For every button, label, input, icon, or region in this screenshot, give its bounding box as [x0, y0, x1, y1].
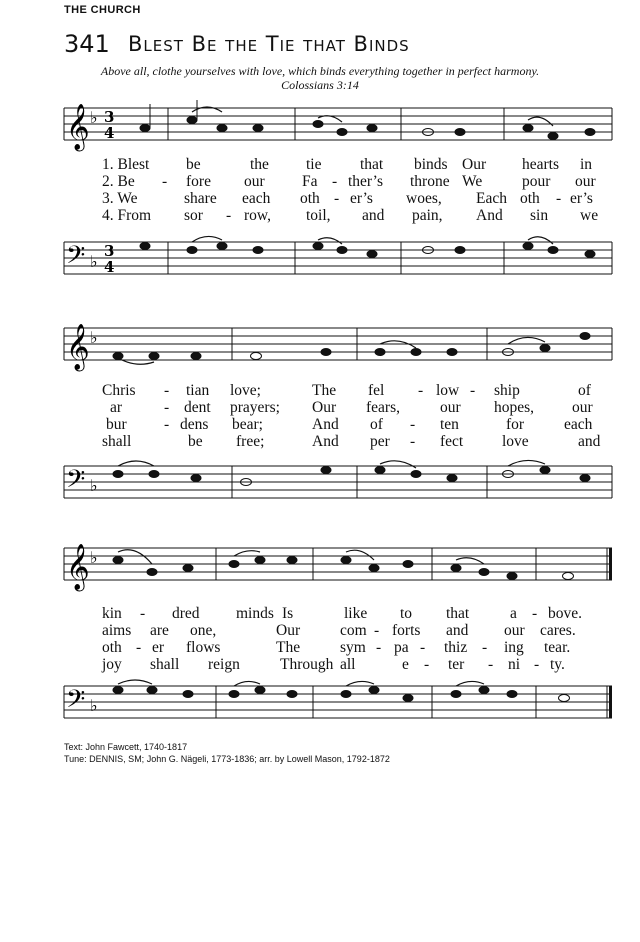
flat-key-signature-icon: ♭: [90, 328, 98, 347]
lyric-syllable: -: [534, 656, 540, 673]
treble-clef-icon: 𝄞: [66, 544, 90, 590]
lyric-syllable: -: [164, 399, 170, 416]
lyric-line-verse-1: [0, 382, 640, 399]
lyric-syllable: ing: [504, 639, 524, 656]
lyric-syllable: sym: [340, 639, 366, 656]
lyric-syllable: free;: [236, 433, 265, 450]
lyric-syllable: er’s: [350, 190, 373, 207]
text-credit: Text: John Fawcett, 1740-1817: [64, 742, 188, 752]
lyric-syllable: ty.: [550, 656, 565, 673]
lyric-syllable: -: [482, 639, 488, 656]
lyric-syllable: -: [226, 207, 232, 224]
lyric-line-verse-3: [0, 639, 640, 656]
treble-staff-system-2: [0, 318, 640, 368]
lyric-line-verse-1: [0, 156, 640, 173]
lyric-syllable: bove.: [548, 605, 583, 622]
lyric-syllable: oth: [300, 190, 320, 207]
lyric-syllable: er: [152, 639, 165, 656]
lyric-syllable: fect: [440, 433, 464, 450]
lyric-syllable: and: [446, 622, 469, 639]
lyric-syllable: reign: [208, 656, 240, 673]
lyric-syllable: -: [332, 173, 338, 190]
lyric-line-verse-4: [0, 656, 640, 673]
lyric-syllable: Our: [276, 622, 301, 639]
lyric-syllable: love: [502, 433, 529, 450]
lyric-syllable: And: [476, 207, 503, 224]
svg-text:3: 3: [104, 108, 115, 126]
lyric-syllable: one,: [190, 622, 217, 639]
lyric-syllable: We: [462, 173, 483, 190]
hymn-title: Blest Be the Tie that Binds: [128, 32, 410, 56]
hymn-number: 341: [64, 30, 110, 58]
lyric-syllable: -: [376, 639, 382, 656]
lyric-syllable: -: [532, 605, 538, 622]
lyric-syllable: dred: [172, 605, 200, 622]
scripture-citation: Colossians 3:14: [281, 78, 359, 92]
lyric-syllable: woes,: [406, 190, 442, 207]
lyric-syllable: bear;: [232, 416, 263, 433]
lyric-line-verse-3: [0, 190, 640, 207]
lyric-syllable: pain,: [412, 207, 443, 224]
treble-staff-system-1: [0, 98, 640, 148]
lyric-syllable: binds: [414, 156, 448, 173]
lyric-syllable: cares.: [540, 622, 576, 639]
lyric-line-verse-1: [0, 605, 640, 622]
melody-notes: [140, 100, 595, 140]
lyric-syllable: Fa: [302, 173, 318, 190]
lyric-syllable: e: [402, 656, 409, 673]
lyric-syllable: tie: [306, 156, 322, 173]
bass-clef-icon: 𝄢: [66, 241, 86, 276]
lyric-syllable: like: [344, 605, 368, 622]
lyric-syllable: our: [504, 622, 525, 639]
lyric-line-verse-4: [0, 433, 640, 450]
lyric-syllable: throne: [410, 173, 450, 190]
lyric-syllable: -: [164, 416, 170, 433]
lyric-syllable: sor: [184, 207, 203, 224]
lyric-syllable: the: [250, 156, 269, 173]
lyric-syllable: fears,: [366, 399, 400, 416]
lyric-line-verse-4: [0, 207, 640, 224]
lyric-syllable: Chris: [102, 382, 136, 399]
melody-notes: [113, 557, 574, 580]
lyric-syllable: row,: [244, 207, 271, 224]
bass-clef-icon: 𝄢: [66, 685, 86, 720]
lyric-syllable: pa: [394, 639, 409, 656]
lyric-syllable: -: [420, 639, 426, 656]
lyric-syllable: all: [340, 656, 356, 673]
lyric-syllable: in: [580, 156, 593, 173]
lyric-syllable: tian: [186, 382, 210, 399]
bass-staff-system-3: [0, 676, 640, 726]
lyric-syllable: be: [186, 156, 201, 173]
lyric-syllable: are: [150, 622, 169, 639]
lyric-syllable: -: [140, 605, 146, 622]
lyrics-system-3: [0, 605, 640, 673]
lyric-syllable: we: [580, 207, 599, 224]
bass-staff-system-1: [0, 232, 640, 282]
svg-text:3: 3: [104, 242, 115, 260]
lyric-syllable: ther’s: [348, 173, 384, 190]
lyric-syllable: And: [312, 416, 339, 433]
final-barline: [609, 686, 612, 718]
lyric-syllable: each: [242, 190, 271, 207]
section-label: THE CHURCH: [64, 4, 141, 16]
treble-staff-system-3: [0, 538, 640, 588]
lyric-syllable: Each: [476, 190, 507, 207]
lyric-syllable: -: [470, 382, 476, 399]
final-barline: [609, 548, 612, 580]
lyric-syllable: fel: [368, 382, 385, 399]
lyric-syllable: each: [564, 416, 593, 433]
bass-clef-icon: 𝄢: [66, 465, 86, 500]
lyric-line-verse-2: [0, 399, 640, 416]
lyric-line-verse-3: [0, 416, 640, 433]
lyric-syllable: of: [370, 416, 383, 433]
lyric-syllable: love;: [230, 382, 261, 399]
lyric-syllable: kin: [102, 605, 122, 622]
lyric-syllable: -: [162, 173, 168, 190]
credits: [64, 741, 390, 765]
lyric-syllable: -: [410, 416, 416, 433]
lyric-syllable: com: [340, 622, 367, 639]
lyrics-system-2: [0, 382, 640, 450]
treble-clef-icon: 𝄞: [66, 324, 90, 370]
lyric-syllable: -: [418, 382, 424, 399]
lyric-syllable: ship: [494, 382, 520, 399]
lyric-syllable: be: [188, 433, 203, 450]
lyric-syllable: pour: [522, 173, 551, 190]
svg-text:4: 4: [104, 258, 115, 276]
lyric-syllable: to: [400, 605, 413, 622]
lyric-syllable: hopes,: [494, 399, 535, 416]
melody-notes: [113, 333, 590, 360]
bass-notes: [113, 467, 590, 486]
lyric-syllable: of: [578, 382, 591, 399]
lyric-syllable: shall: [102, 433, 132, 450]
lyric-syllable: And: [312, 433, 339, 450]
lyric-syllable: that: [360, 156, 384, 173]
lyric-line-verse-2: [0, 173, 640, 190]
lyric-syllable: -: [136, 639, 142, 656]
lyric-syllable: forts: [392, 622, 421, 639]
lyric-syllable: -: [164, 382, 170, 399]
lyric-syllable: -: [374, 622, 380, 639]
flat-key-signature-icon: ♭: [90, 696, 98, 715]
lyric-syllable: 2. Be: [102, 173, 135, 190]
lyric-syllable: 4. From: [102, 207, 152, 224]
lyric-syllable: The: [276, 639, 301, 656]
treble-clef-icon: 𝄞: [66, 104, 90, 150]
lyric-syllable: per: [370, 433, 390, 450]
lyric-syllable: and: [362, 207, 385, 224]
lyric-syllable: The: [312, 382, 337, 399]
lyric-syllable: aims: [102, 622, 132, 639]
lyric-syllable: Is: [282, 605, 294, 622]
lyric-syllable: 3. We: [102, 190, 138, 207]
lyric-syllable: sin: [530, 207, 549, 224]
lyric-syllable: -: [410, 433, 416, 450]
flat-key-signature-icon: ♭: [90, 252, 98, 271]
lyric-syllable: -: [424, 656, 430, 673]
lyric-syllable: our: [575, 173, 596, 190]
lyric-syllable: er’s: [570, 190, 593, 207]
lyric-syllable: hearts: [522, 156, 560, 173]
lyric-syllable: Our: [312, 399, 337, 416]
lyric-syllable: Through: [280, 656, 334, 673]
lyric-syllable: -: [488, 656, 494, 673]
lyrics-system-1: [0, 156, 640, 224]
lyric-syllable: our: [244, 173, 265, 190]
lyric-syllable: oth: [102, 639, 122, 656]
tune-credit: Tune: DENNIS, SM; John G. Nägeli, 1773-1836; arr. by Lowell Mason, 1792-1872: [64, 754, 390, 764]
lyric-syllable: 1. Blest: [102, 156, 150, 173]
lyric-syllable: dens: [180, 416, 209, 433]
lyric-syllable: and: [578, 433, 601, 450]
lyric-syllable: Our: [462, 156, 487, 173]
lyric-syllable: toil,: [306, 207, 331, 224]
bass-staff-system-2: [0, 456, 640, 506]
lyric-syllable: oth: [520, 190, 540, 207]
lyric-syllable: ten: [440, 416, 459, 433]
lyric-syllable: for: [506, 416, 525, 433]
lyric-syllable: our: [440, 399, 461, 416]
lyric-syllable: dent: [184, 399, 211, 416]
lyric-syllable: shall: [150, 656, 180, 673]
lyric-syllable: -: [334, 190, 340, 207]
lyric-syllable: low: [436, 382, 460, 399]
flat-key-signature-icon: ♭: [90, 108, 98, 127]
lyric-syllable: ter: [448, 656, 465, 673]
lyric-syllable: joy: [102, 656, 122, 673]
lyric-syllable: minds: [236, 605, 274, 622]
scripture-epigraph: Above all, clothe yourselves with love, which binds everything together in perfect harmony.: [100, 64, 540, 78]
lyric-syllable: -: [556, 190, 562, 207]
lyric-line-verse-2: [0, 622, 640, 639]
flat-key-signature-icon: ♭: [90, 476, 98, 495]
lyric-syllable: a: [510, 605, 517, 622]
lyric-syllable: flows: [186, 639, 221, 656]
lyric-syllable: fore: [186, 173, 211, 190]
lyric-syllable: share: [184, 190, 217, 207]
flat-key-signature-icon: ♭: [90, 548, 98, 567]
lyric-syllable: bur: [106, 416, 127, 433]
lyric-syllable: prayers;: [230, 399, 280, 416]
lyric-syllable: our: [572, 399, 593, 416]
svg-text:4: 4: [104, 124, 115, 142]
lyric-syllable: tear.: [544, 639, 571, 656]
lyric-syllable: ni: [508, 656, 521, 673]
lyric-syllable: thiz: [444, 639, 468, 656]
lyric-syllable: that: [446, 605, 470, 622]
lyric-syllable: ar: [110, 399, 123, 416]
